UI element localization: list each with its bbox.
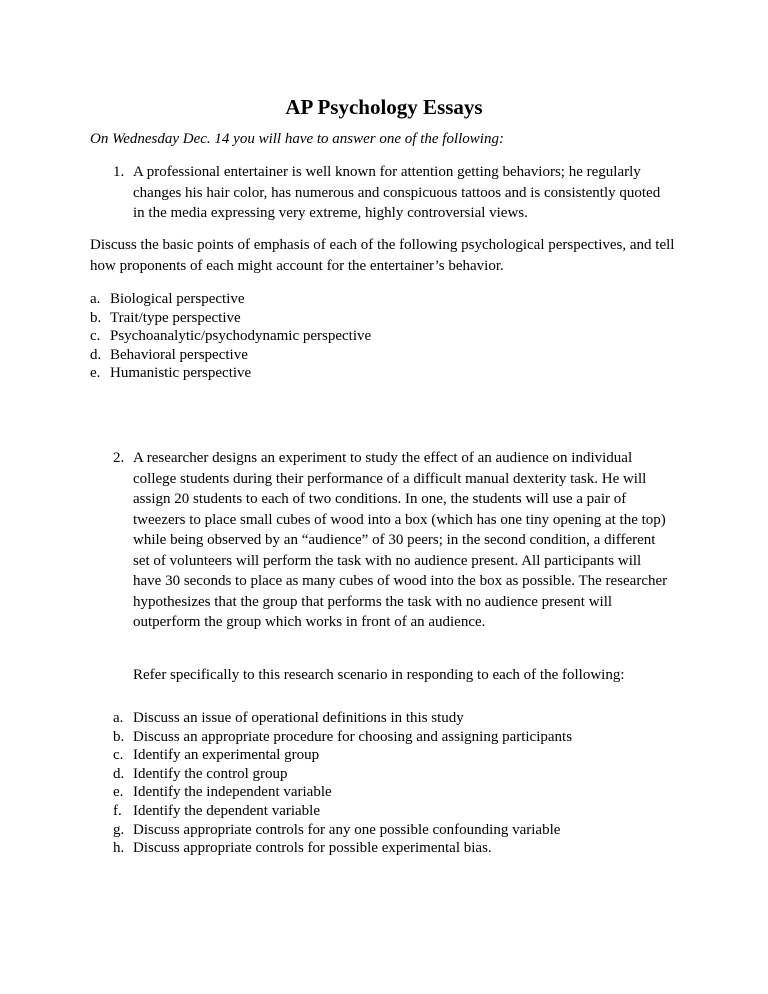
list-item: b. Discuss an appropriate procedure for choosing and assigning participants — [113, 728, 573, 745]
list-item: e. Humanistic perspective — [90, 365, 252, 382]
list-item: a. Biological perspective — [90, 291, 245, 307]
question-1-number: 1. — [113, 164, 125, 180]
list-item: c. Identify an experimental group — [113, 747, 320, 764]
question-2-list — [113, 709, 713, 858]
list-item: a. Discuss an issue of operational definitions in this study — [113, 710, 464, 726]
question-1 — [113, 162, 673, 224]
question-2 — [113, 448, 673, 633]
list-item: e. Identify the independent variable — [113, 784, 332, 801]
question-1-text: A professional entertainer is well known for attention getting behaviors; he regularly changes his hair color, has numerous and conspicuous tattoos and is consistently quoted in the media expressing very extreme, highly controversial views. — [133, 164, 661, 221]
question-2-number: 2. — [113, 450, 125, 466]
page-title: AP Psychology Essays — [285, 95, 483, 119]
list-item: h. Discuss appropriate controls for possible experimental bias. — [113, 840, 492, 857]
question-1-list — [90, 290, 690, 383]
list-item: d. Identify the control group — [113, 765, 288, 782]
list-item: b. Trait/type perspective — [90, 309, 241, 326]
question-1-prompt: Discuss the basic points of emphasis of each of the following psychological perspectives, and tell how proponents of each might account for the entertainer’s behavior. — [90, 237, 675, 274]
list-item: f. Identify the dependent variable — [113, 802, 321, 819]
list-item: g. Discuss appropriate controls for any one possible confounding variable — [113, 821, 561, 838]
list-item: d. Behavioral perspective — [90, 346, 248, 363]
list-item: c. Psychoanalytic/psychodynamic perspective — [90, 328, 372, 345]
intro-text: On Wednesday Dec. 14 you will have to answer one of the following: — [90, 131, 504, 147]
question-2-prompt: Refer specifically to this research scenario in responding to each of the following: — [133, 667, 625, 683]
question-2-text: A researcher designs an experiment to study the effect of an audience on individual college students during their performance of a difficult manual dexterity task. He will assign 20 students to each of two conditions. In one, the students will use a pair of tweezers to place small cubes of wood into a box (which has one tiny opening at the top) while being observed by an “audience” of 30 peers; in the second condition, a different set of volunteers will perform the task with no audience present. All participants will have 30 seconds to place as many cubes of wood into the box as possible. The researcher hypothesizes that the group that performs the task with no audience present will outperform the group which works in front of an audience. — [133, 450, 668, 630]
